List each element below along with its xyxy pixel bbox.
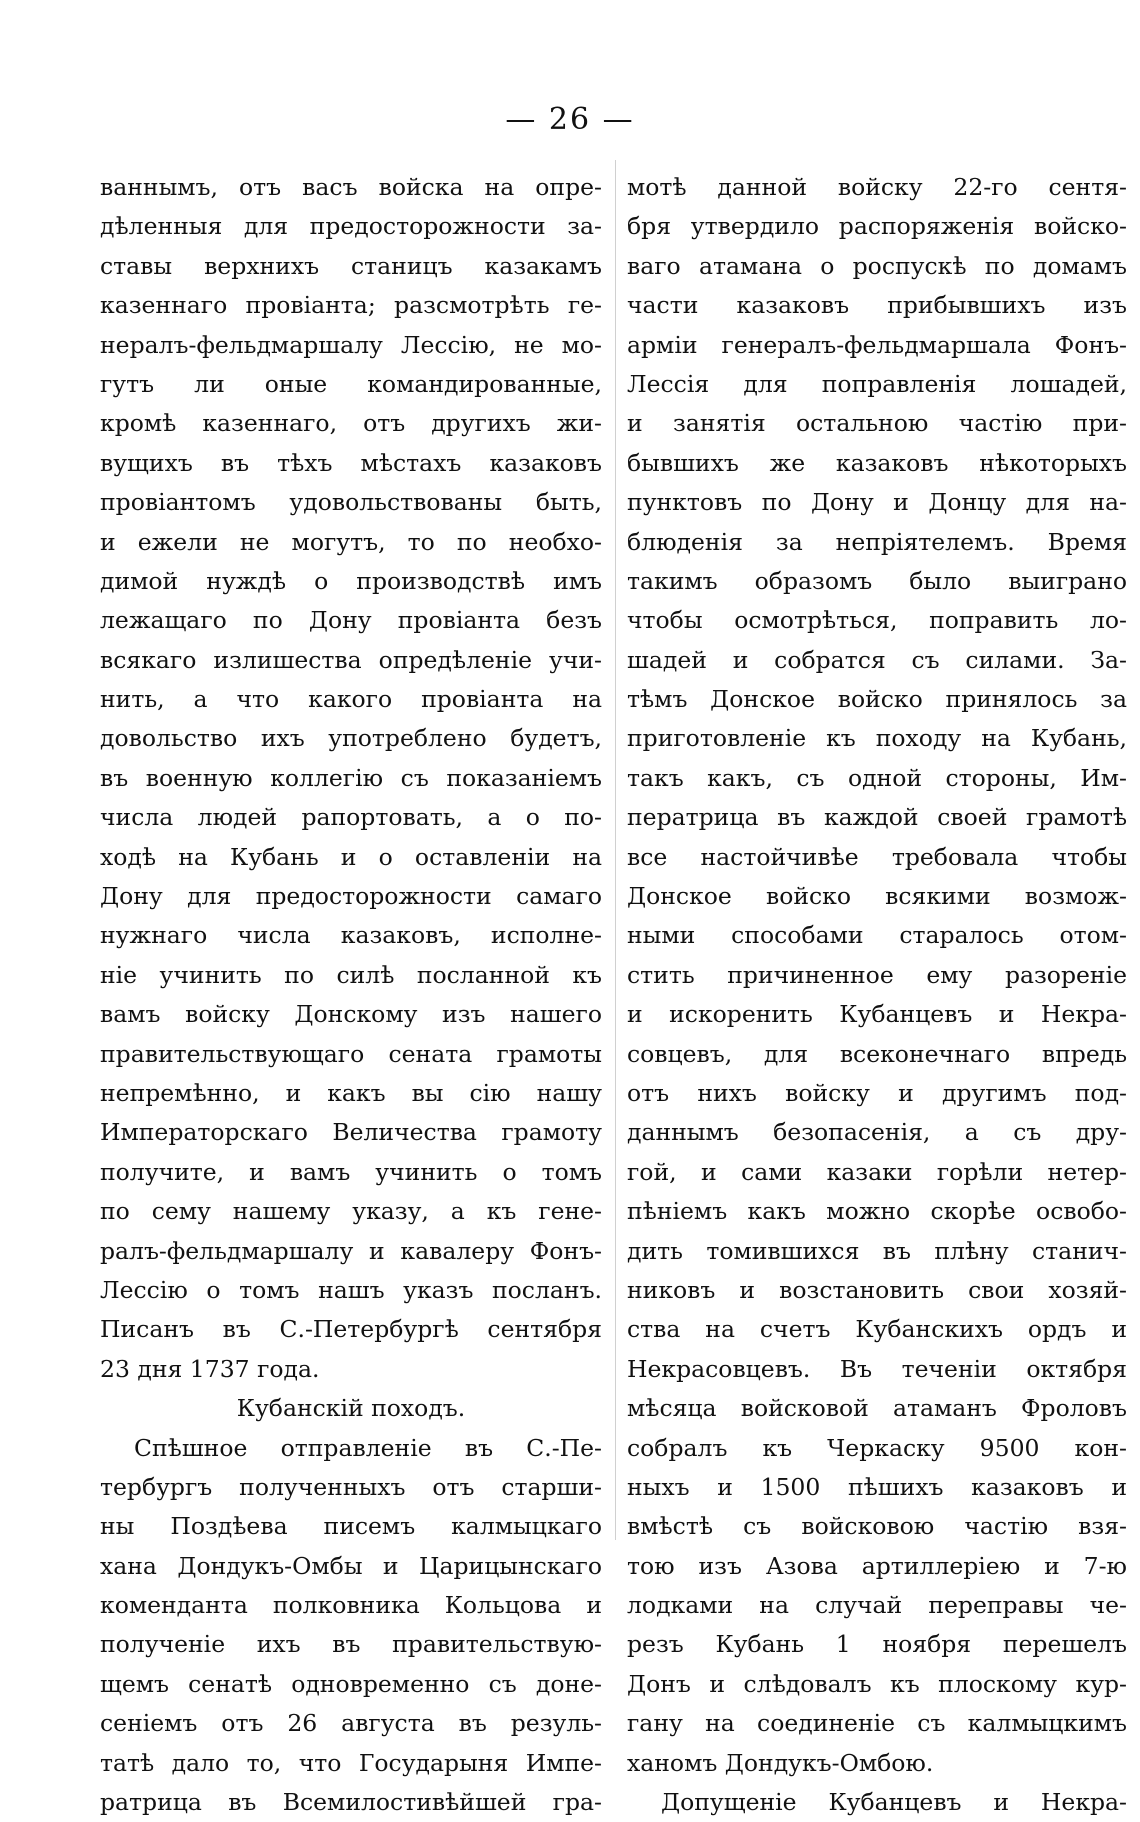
text-line: ставы верхнихъ станицъ казакамъ bbox=[100, 251, 602, 280]
text-line: Некрасовцевъ. Въ теченіи октября bbox=[627, 1354, 1127, 1383]
text-line: отъ нихъ войску и другимъ под- bbox=[627, 1078, 1127, 1107]
text-line: провіантомъ удовольствованы быть, bbox=[100, 488, 602, 517]
text-line: Лессію о томъ нашъ указъ посланъ. bbox=[100, 1275, 602, 1304]
text-line: блюденія за непріятелемъ. Время bbox=[627, 527, 1127, 556]
text-line: татѣ дало то, что Государыня Импе- bbox=[100, 1748, 602, 1777]
text-line: Лессія для поправленія лошадей, bbox=[627, 369, 1127, 398]
text-line: по сему нашему указу, а къ гене- bbox=[100, 1197, 602, 1226]
text-line: полученіе ихъ въ правительствую- bbox=[100, 1630, 602, 1659]
text-line: лежащаго по Дону провіанта безъ bbox=[100, 606, 602, 635]
text-line: правительствующаго сената грамоты bbox=[100, 1039, 602, 1068]
text-line: пѣніемъ какъ можно скорѣе освобо- bbox=[627, 1197, 1127, 1226]
text-line: Императорскаго Величества грамоту bbox=[100, 1118, 602, 1147]
text-line: ными способами старалось отом- bbox=[627, 921, 1127, 950]
text-line: резъ Кубань 1 ноября перешелъ bbox=[627, 1630, 1127, 1659]
text-line: Донъ и слѣдовалъ къ плоскому кур- bbox=[627, 1669, 1127, 1698]
text-line: дѣленныя для предосторожности за- bbox=[100, 212, 602, 241]
text-line: всякаго излишества опредѣленіе учи- bbox=[100, 645, 602, 674]
text-line: вмѣстѣ съ войсковою частію взя- bbox=[627, 1512, 1127, 1541]
page-number: — 26 — bbox=[505, 102, 635, 137]
text-line: нералъ-фельдмаршалу Лессію, не мо- bbox=[100, 330, 602, 359]
text-line: такимъ образомъ было выиграно bbox=[627, 566, 1127, 595]
text-line: ходѣ на Кубань и о оставленіи на bbox=[100, 842, 602, 871]
text-line: чтобы осмотрѣться, поправить ло- bbox=[627, 606, 1127, 635]
text-line: Дону для предосторожности самаго bbox=[100, 882, 602, 911]
text-line: казеннаго провіанта; разсмотрѣть ге- bbox=[100, 291, 602, 320]
text-line: и искоренить Кубанцевъ и Некра- bbox=[627, 1000, 1127, 1029]
text-line: все настойчивѣе требовала чтобы bbox=[627, 842, 1127, 871]
text-line: ралъ-фельдмаршалу и кавалеру Фонъ- bbox=[100, 1236, 602, 1265]
text-line: стить причиненное ему разореніе bbox=[627, 960, 1127, 989]
text-line: ператрица въ каждой своей грамотѣ bbox=[627, 803, 1127, 832]
text-line: коменданта полковника Кольцова и bbox=[100, 1591, 602, 1620]
text-line: вамъ войску Донскому изъ нашего bbox=[100, 1000, 602, 1029]
text-line: гану на соединеніе съ калмыцкимъ bbox=[627, 1709, 1127, 1738]
text-line: совцевъ, для всеконечнаго впредь bbox=[627, 1039, 1127, 1068]
text-line: Писанъ въ С.-Петербургѣ сентября bbox=[100, 1315, 602, 1344]
text-line: части казаковъ прибывшихъ изъ bbox=[627, 291, 1127, 320]
left-text-column bbox=[100, 168, 602, 1822]
text-line: нужнаго числа казаковъ, исполне- bbox=[100, 921, 602, 950]
text-line: собралъ къ Черкаску 9500 кон- bbox=[627, 1433, 1127, 1462]
text-line: Донское войско всякими возмож- bbox=[627, 882, 1127, 911]
text-line: кромѣ казеннаго, отъ другихъ жи- bbox=[100, 409, 602, 438]
section-heading: Кубанскій походъ. bbox=[236, 1394, 466, 1423]
text-line: тою изъ Азова артиллеріею и 7-ю bbox=[627, 1551, 1127, 1580]
text-line: Допущеніе Кубанцевъ и Некра- bbox=[661, 1788, 1127, 1817]
text-line: такъ какъ, съ одной стороны, Им- bbox=[627, 763, 1127, 792]
text-line: ваннымъ, отъ васъ войска на опре- bbox=[100, 173, 602, 201]
right-text-column bbox=[627, 168, 1127, 1822]
text-line: мотѣ данной войску 22-го сентя- bbox=[627, 173, 1127, 201]
text-line: щемъ сенатѣ одновременно съ доне- bbox=[100, 1669, 602, 1698]
text-line: ны Поздѣева писемъ калмыцкаго bbox=[100, 1512, 602, 1541]
text-line: сеніемъ отъ 26 августа въ резуль- bbox=[100, 1709, 602, 1738]
text-line: арміи генералъ-фельдмаршала Фонъ- bbox=[627, 330, 1127, 359]
text-line: довольство ихъ употреблено будетъ, bbox=[100, 724, 602, 753]
text-line: гутъ ли оные командированные, bbox=[100, 369, 602, 398]
text-line: приготовленіе къ походу на Кубань, bbox=[627, 724, 1127, 753]
text-line: въ военную коллегію съ показаніемъ bbox=[100, 763, 602, 792]
text-line: вущихъ въ тѣхъ мѣстахъ казаковъ bbox=[100, 448, 602, 477]
text-line: бря утвердило распоряженія войско- bbox=[627, 212, 1127, 241]
text-line: ства на счетъ Кубанскихъ ордъ и bbox=[627, 1315, 1127, 1344]
text-line: хана Дондукъ-Омбы и Царицынскаго bbox=[100, 1551, 602, 1580]
text-line: ныхъ и 1500 пѣшихъ казаковъ и bbox=[627, 1472, 1127, 1501]
text-line: и занятія остальною частію при- bbox=[627, 409, 1127, 438]
text-line: димой нуждѣ о производствѣ имъ bbox=[100, 566, 602, 595]
text-line: числа людей рапортовать, а о по- bbox=[100, 803, 602, 832]
text-line: 23 дня 1737 года. bbox=[100, 1354, 320, 1383]
text-line: дить томившихся въ плѣну станич- bbox=[627, 1236, 1127, 1265]
text-line: и ежели не могутъ, то по необхо- bbox=[100, 527, 602, 556]
text-line: даннымъ безопасенія, а съ дру- bbox=[627, 1118, 1127, 1147]
text-line: нить, а что какого провіанта на bbox=[100, 685, 602, 714]
text-line: мѣсяца войсковой атаманъ Фроловъ bbox=[627, 1394, 1127, 1423]
text-line: пунктовъ по Дону и Донцу для на- bbox=[627, 488, 1127, 517]
text-line: тѣмъ Донское войско принялось за bbox=[627, 685, 1127, 714]
text-line: никовъ и возстановить свои хозяй- bbox=[627, 1275, 1127, 1304]
text-line: ніе учинить по силѣ посланной къ bbox=[100, 960, 602, 989]
text-line: бывшихъ же казаковъ нѣкоторыхъ bbox=[627, 448, 1127, 477]
text-line: Спѣшное отправленіе въ С.-Пе- bbox=[134, 1433, 602, 1462]
text-line: ратрица въ Всемилостивѣйшей гра- bbox=[100, 1788, 602, 1817]
text-line: шадей и собратся съ силами. За- bbox=[627, 645, 1127, 674]
text-line: лодками на случай переправы че- bbox=[627, 1591, 1127, 1620]
text-line: ханомъ Дондукъ-Омбою. bbox=[627, 1748, 934, 1777]
text-line: гой, и сами казаки горѣли нетер- bbox=[627, 1157, 1127, 1186]
text-line: тербургъ полученныхъ отъ старши- bbox=[100, 1472, 602, 1501]
text-line: ваго атамана о роспускѣ по домамъ bbox=[627, 251, 1127, 280]
text-line: получите, и вамъ учинить о томъ bbox=[100, 1157, 602, 1186]
column-divider bbox=[615, 160, 616, 1540]
text-line: непремѣнно, и какъ вы сію нашу bbox=[100, 1078, 602, 1107]
